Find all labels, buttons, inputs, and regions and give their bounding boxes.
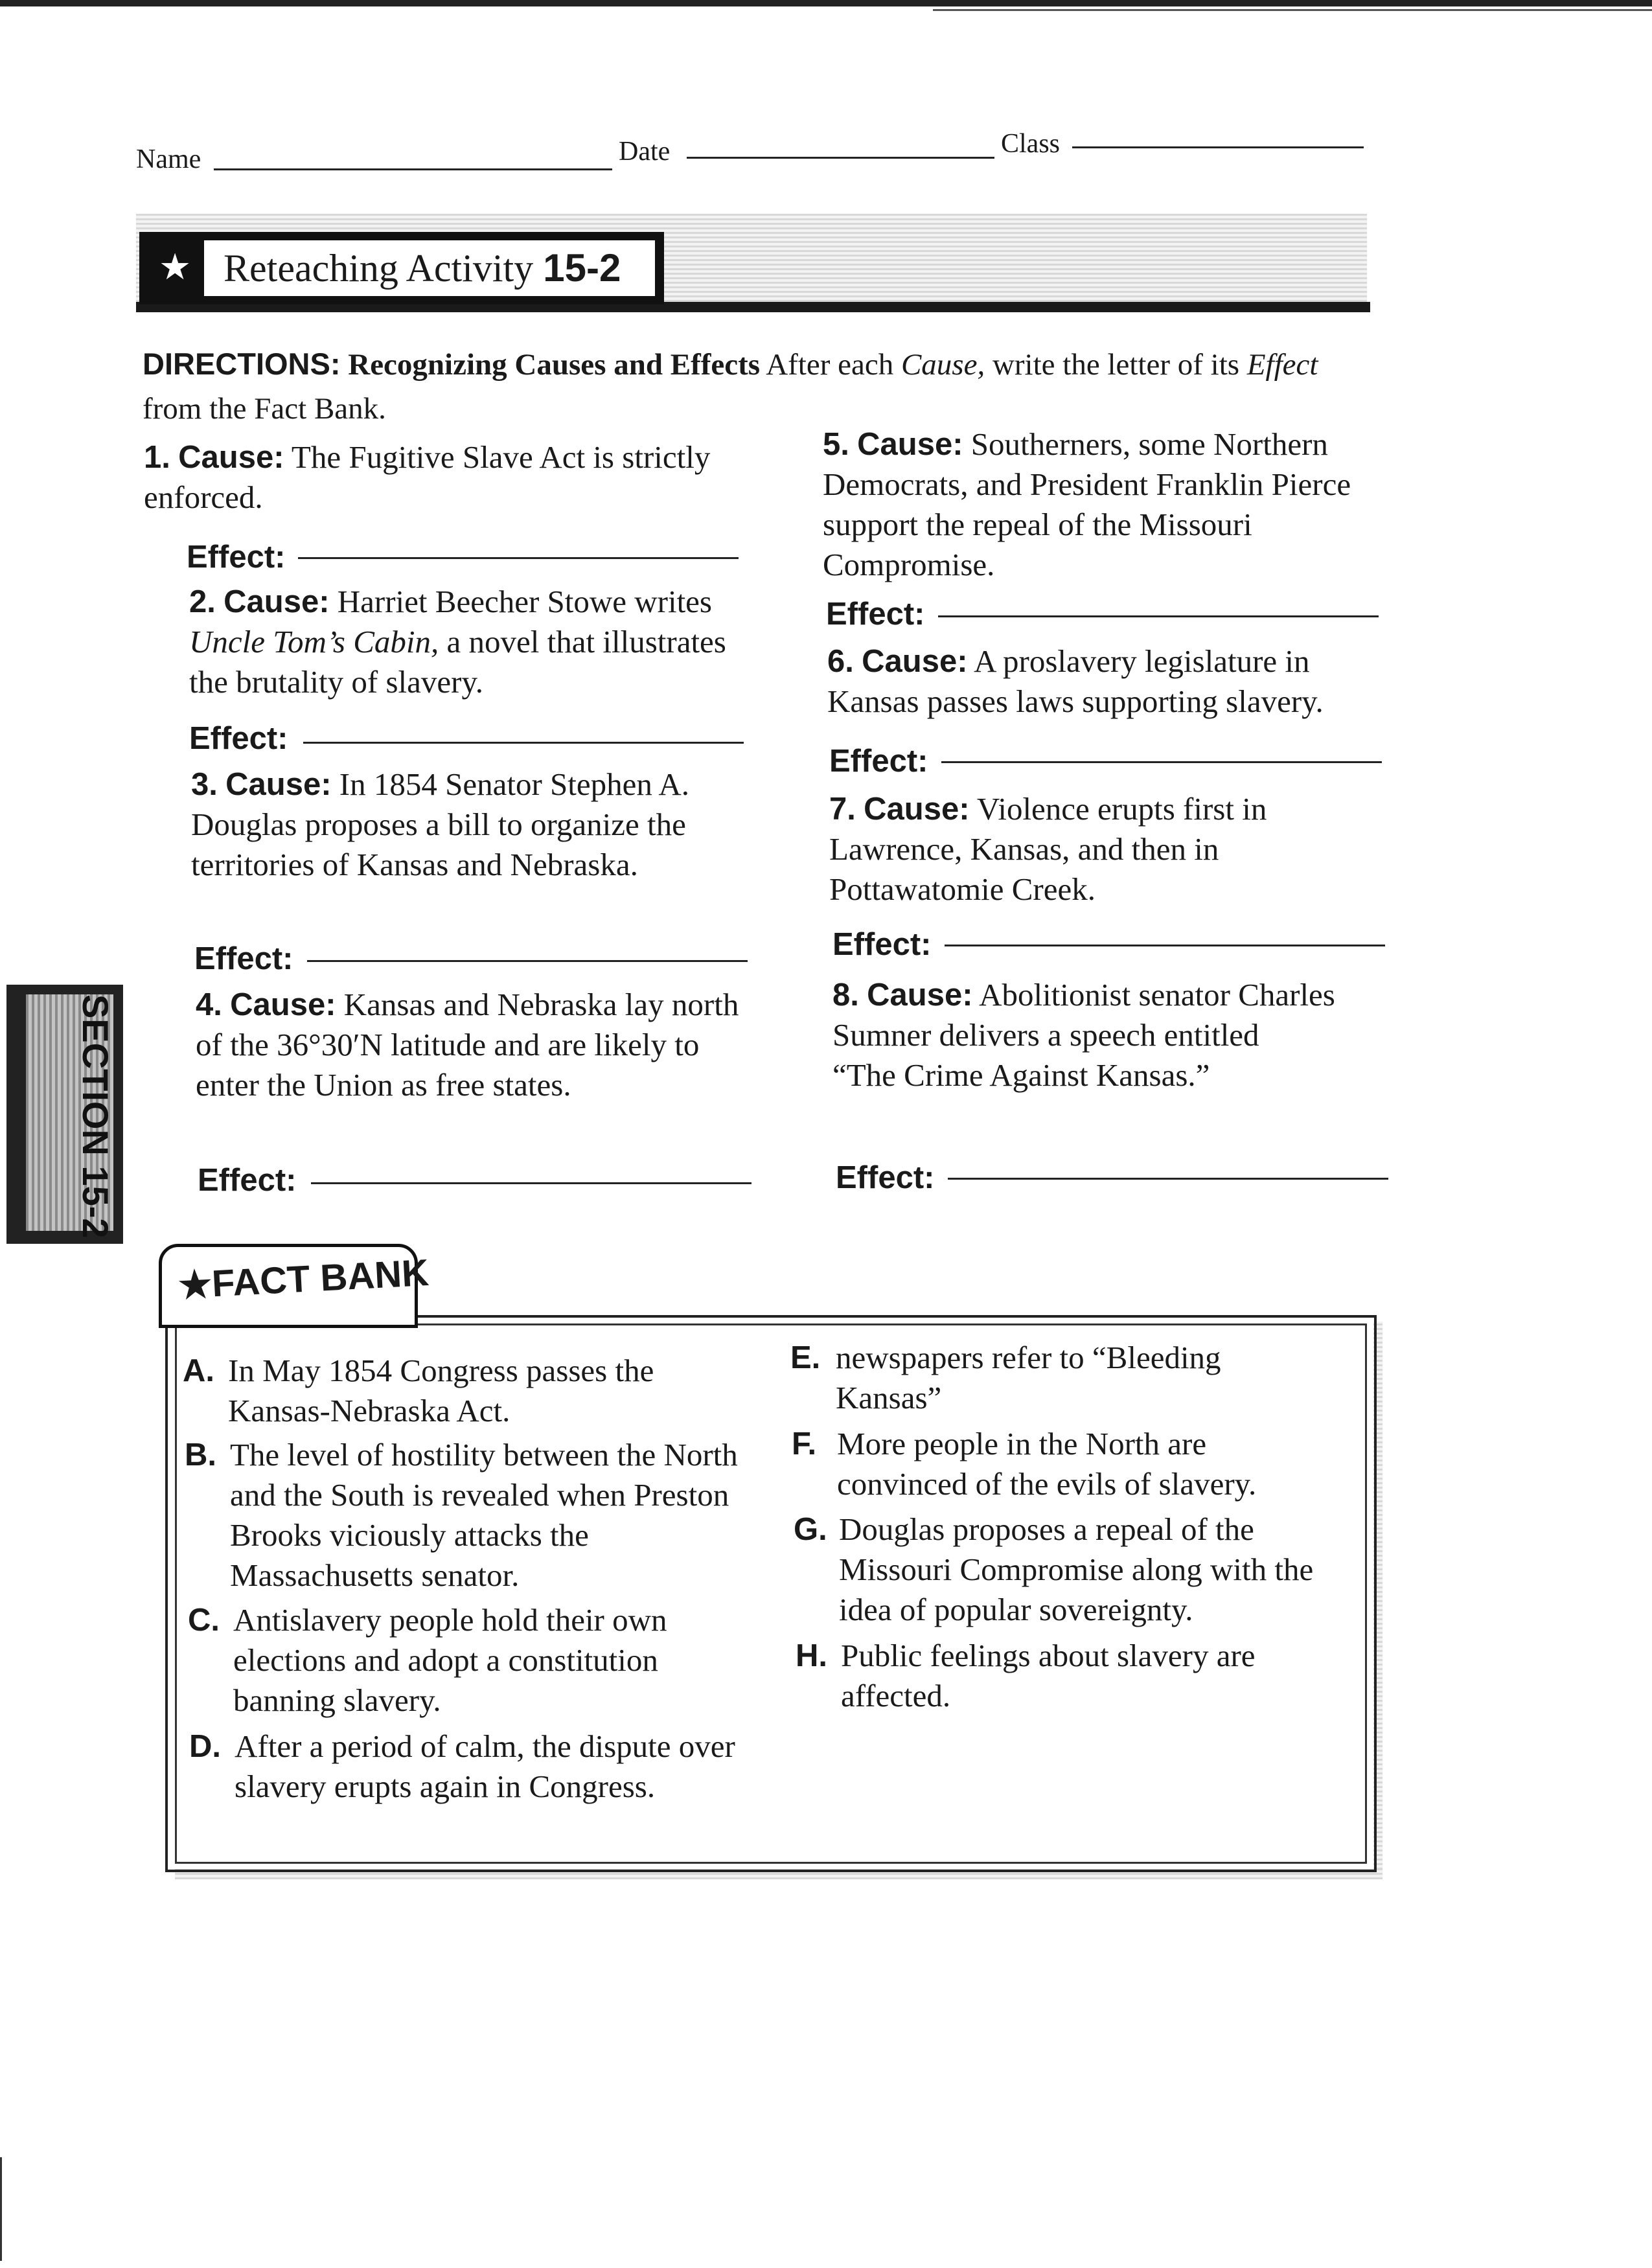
effect-label-8: Effect: <box>836 1160 935 1195</box>
item-number: 3. <box>191 767 218 802</box>
date-field-line[interactable] <box>687 157 994 159</box>
effect-label-2: Effect: <box>189 721 288 756</box>
cause-text-part-2: “The Crime Against Kansas.” <box>832 1057 1210 1093</box>
section-side-tab-label: SECTION 15-2 <box>75 994 116 1239</box>
item-number: 8. <box>832 978 859 1013</box>
star-icon: ★ <box>159 247 192 288</box>
cause-label: Cause: <box>862 644 968 679</box>
effect-label-6: Effect: <box>829 744 928 779</box>
fact-b <box>185 1435 755 1596</box>
cause-label: Cause: <box>224 584 330 619</box>
top-edge-rule-secondary <box>933 9 1652 11</box>
cause-item-8 <box>832 975 1396 1095</box>
cause-text: A proslavery legislature in Kansas passes laws supporting slavery. <box>827 643 1324 719</box>
class-field-line[interactable] <box>1072 146 1364 148</box>
cause-text: In 1854 Senator Stephen A. Douglas proposes a bill to organize the territories of Kansas and Nebraska. <box>191 766 690 882</box>
date-label: Date <box>619 137 671 166</box>
fact-letter: H. <box>796 1638 827 1673</box>
fact-d <box>189 1726 759 1807</box>
effect-label-3: Effect: <box>194 941 293 976</box>
item-number: 1. <box>144 440 170 475</box>
effect-answer-line-2[interactable] <box>303 742 744 744</box>
fact-text: The level of hostility between the North and the South is revealed when Preston Brooks viciously attacks the Massachusetts senator. <box>230 1437 738 1593</box>
name-label: Name <box>136 144 201 174</box>
directions-text-3: from the Fact Bank. <box>143 392 386 426</box>
cause-text: Southerners, some Northern Democrats, and President Franklin Pierce support the repeal of the Missouri Compromise. <box>823 426 1351 582</box>
cause-item-6 <box>827 641 1384 722</box>
fact-text: After a period of calm, the dispute over slavery erupts again in Congress. <box>235 1728 735 1804</box>
cause-item-2 <box>189 582 753 702</box>
title-text: Reteaching Activity <box>224 247 534 290</box>
cause-text-part-2: a novel that illustrates the brutality of slavery. <box>189 624 726 700</box>
cause-item-7 <box>829 789 1386 910</box>
cause-text: Violence erupts first in Lawrence, Kansas, and then in Pottawatomie Creek. <box>829 791 1267 907</box>
effect-label-4: Effect: <box>198 1163 297 1198</box>
directions-text-1: After each <box>760 348 901 382</box>
fact-letter: D. <box>189 1729 221 1764</box>
effect-label-1: Effect: <box>187 540 286 575</box>
directions-effect-word: Effect <box>1246 348 1318 382</box>
cause-label: Cause: <box>230 987 336 1022</box>
fact-text: newspapers refer to “Bleeding Kansas” <box>836 1340 1221 1415</box>
fact-f <box>792 1424 1336 1504</box>
directions-label: DIRECTIONS: <box>143 347 341 381</box>
effect-label-5: Effect: <box>826 597 925 632</box>
cause-label: Cause: <box>864 792 970 827</box>
fact-letter: B. <box>185 1438 216 1472</box>
page-title <box>224 245 621 292</box>
fact-text: Antislavery people hold their own elections and adopt a constitution banning slavery. <box>233 1602 667 1718</box>
cause-text: The Fugitive Slave Act is strictly enforced. <box>144 439 711 515</box>
item-number: 5. <box>823 427 849 462</box>
cause-label: Cause: <box>225 767 332 802</box>
effect-answer-line-4[interactable] <box>311 1182 751 1184</box>
fact-letter: C. <box>188 1603 220 1638</box>
fact-a <box>183 1351 753 1431</box>
class-label: Class <box>1001 129 1061 159</box>
fact-g <box>794 1509 1338 1630</box>
fact-letter: F. <box>792 1426 817 1461</box>
cause-item-1 <box>144 437 740 518</box>
directions-text-2: write the letter of its <box>985 348 1247 382</box>
cause-label: Cause: <box>867 978 973 1013</box>
cause-text: Kansas and Nebraska lay north of the 36°30′N latitude and are likely to enter the Union as free states. <box>196 987 739 1103</box>
fact-text: Public feelings about slavery are affected. <box>841 1638 1256 1713</box>
item-number: 7. <box>829 792 856 827</box>
directions-subtitle: Recognizing Causes and Effects <box>348 348 761 382</box>
fact-letter: G. <box>794 1512 827 1547</box>
fact-bank-title: ★FACT BANK <box>177 1251 430 1307</box>
cause-label: Cause: <box>857 427 963 462</box>
cause-label: Cause: <box>178 440 284 475</box>
item-number: 4. <box>196 987 222 1022</box>
effect-answer-line-5[interactable] <box>938 615 1379 617</box>
item-number: 6. <box>827 644 854 679</box>
fact-text: In May 1854 Congress passes the Kansas-Nebraska Act. <box>228 1353 654 1428</box>
cause-text-part-1: Abolitionist senator Charles Sumner delivers a speech entitled <box>832 977 1335 1053</box>
top-edge-rule <box>0 0 1652 6</box>
fact-letter: A. <box>183 1353 214 1388</box>
effect-answer-line-3[interactable] <box>307 960 748 962</box>
name-field-line[interactable] <box>214 168 612 170</box>
directions <box>143 342 1373 431</box>
left-margin-mark <box>0 2157 2 2261</box>
fact-e <box>790 1338 1335 1418</box>
effect-label-7: Effect: <box>832 927 932 962</box>
directions-cause-word: Cause, <box>901 348 985 382</box>
fact-text: More people in the North are convinced of the evils of slavery. <box>837 1426 1257 1502</box>
fact-text: Douglas proposes a repeal of the Missouri Compromise along with the idea of popular sovereignty. <box>839 1511 1314 1627</box>
cause-text-part-1: Harriet Beecher Stowe writes <box>337 584 713 619</box>
fact-h <box>796 1636 1340 1716</box>
fact-c <box>188 1600 758 1721</box>
effect-answer-line-1[interactable] <box>298 557 739 559</box>
cause-item-5 <box>823 424 1380 585</box>
effect-answer-line-8[interactable] <box>948 1178 1388 1180</box>
cause-item-3 <box>191 764 748 885</box>
fact-letter: E. <box>790 1340 821 1375</box>
item-number: 2. <box>189 584 216 619</box>
book-title: Uncle Tom’s Cabin, <box>189 624 439 659</box>
effect-answer-line-7[interactable] <box>945 945 1385 946</box>
effect-answer-line-6[interactable] <box>941 761 1382 763</box>
cause-item-4 <box>196 985 753 1105</box>
activity-number: 15-2 <box>543 246 621 290</box>
